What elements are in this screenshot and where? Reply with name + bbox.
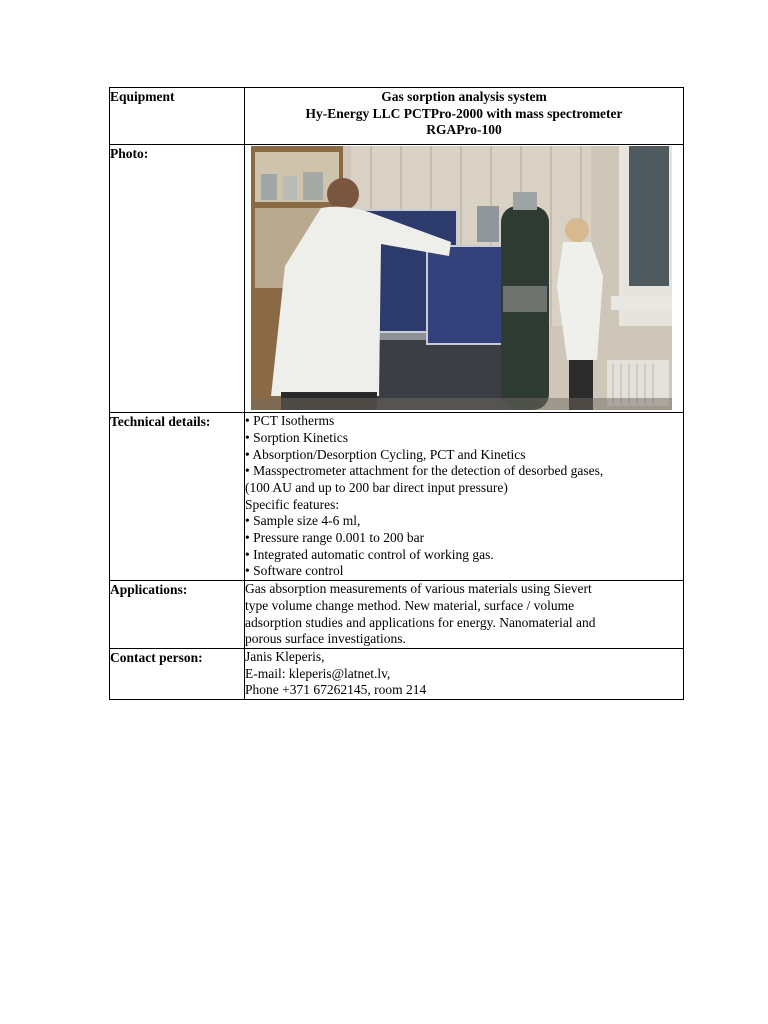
contact-phone: Phone +371 67262145, room 214 — [245, 682, 427, 698]
lab-photo-illustration — [251, 146, 672, 410]
equipment-title — [245, 88, 684, 145]
applications-row — [110, 581, 684, 649]
applications-line: Gas absorption measurements of various materials using Sievert — [245, 581, 592, 597]
contact-row — [110, 648, 684, 699]
applications-label: Applications: — [110, 581, 245, 649]
title-line: Gas sorption analysis system — [381, 89, 547, 104]
lab-photo — [251, 146, 672, 410]
technical-details — [245, 413, 684, 581]
photo-cell — [245, 145, 684, 413]
technical-line: • Masspectrometer attachment for the detection of desorbed gases, — [245, 463, 604, 479]
technical-line: • Software control — [245, 563, 344, 579]
applications-line: porous surface investigations. — [245, 631, 406, 647]
equipment-row — [110, 88, 684, 145]
equipment-label: Equipment — [110, 88, 245, 145]
technical-line: • Integrated automatic control of working gas. — [245, 546, 494, 562]
technical-label: Technical details: — [110, 413, 245, 581]
applications-line: type volume change method. New material, surface / volume — [245, 597, 575, 613]
technical-line: • Absorption/Desorption Cycling, PCT and Kinetics — [245, 446, 526, 462]
title-line: Hy-Energy LLC PCTPro-2000 with mass spectrometer — [305, 105, 623, 121]
contact-name: Janis Kleperis, — [245, 648, 325, 664]
contact-details — [245, 648, 684, 699]
contact-label: Contact person: — [110, 648, 245, 699]
technical-line: • PCT Isotherms — [245, 413, 335, 429]
technical-line: (100 AU and up to 200 bar direct input pressure) — [245, 479, 508, 495]
applications-text — [245, 581, 684, 649]
technical-line: • Sorption Kinetics — [245, 429, 348, 445]
photo-label: Photo: — [110, 145, 245, 413]
title-line: RGAPro-100 — [426, 122, 502, 138]
contact-email: E-mail: kleperis@latnet.lv, — [245, 665, 391, 681]
photo-row — [110, 145, 684, 413]
technical-line: • Sample size 4-6 ml, — [245, 513, 361, 529]
technical-line: Specific features: — [245, 496, 340, 512]
technical-row — [110, 413, 684, 581]
applications-line: adsorption studies and applications for energy. Nanomaterial and — [245, 614, 596, 630]
technical-line: • Pressure range 0.001 to 200 bar — [245, 530, 425, 546]
equipment-table — [109, 87, 684, 700]
